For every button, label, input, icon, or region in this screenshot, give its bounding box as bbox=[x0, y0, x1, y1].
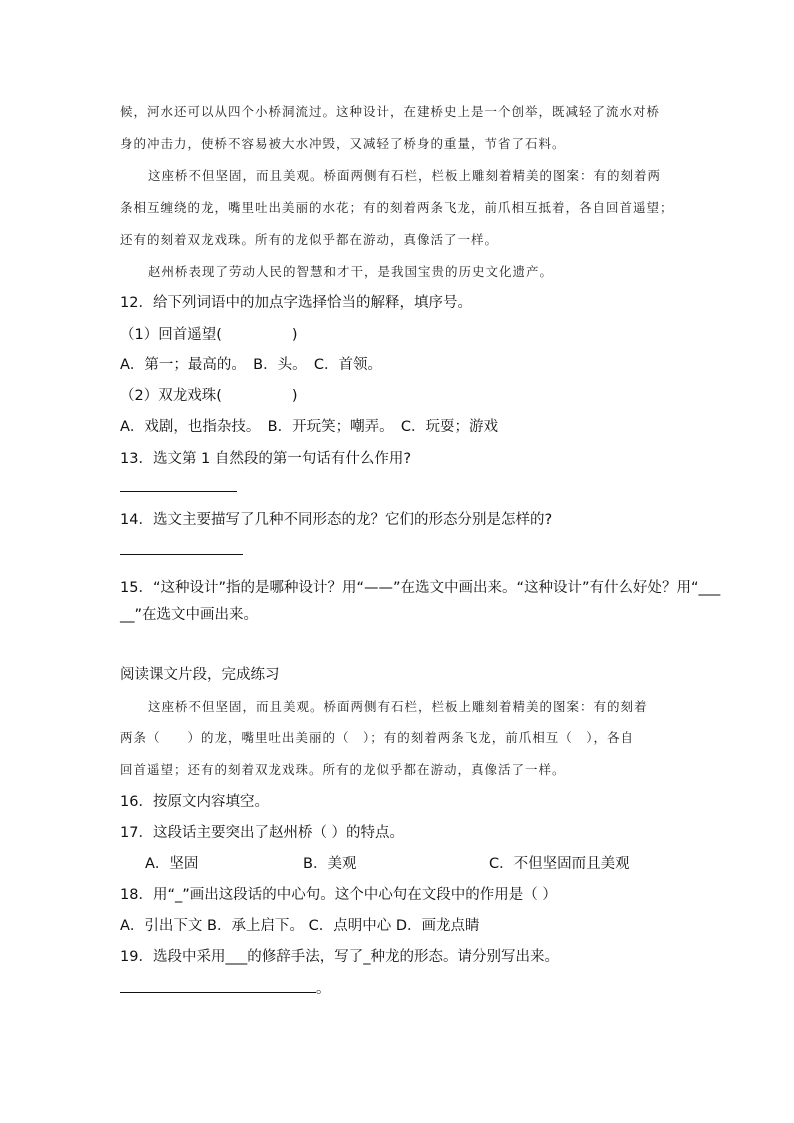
question-18-options: A．引出下文 B．承上启下。 C．点明中心 D．画龙点睛 bbox=[120, 918, 480, 934]
passage2-line-1: 这座桥不但坚固，而且美观。桥面两侧有石栏，栏板上雕刻着精美的图案：有的刻着 bbox=[148, 699, 648, 714]
question-15-line-1: 15．“这种设计”指的是哪种设计？用“——”在选文中画出来。“这种设计”有什么好处？用“___ bbox=[120, 580, 721, 596]
question-12-item-1-close: ) bbox=[291, 327, 298, 343]
question-14-title: 14．选文主要描写了几种不同形态的龙？它们的形态分别是怎样的? bbox=[120, 512, 553, 528]
question-14-answer-line[interactable] bbox=[120, 554, 243, 555]
section-2-title: 阅读课文片段，完成练习 bbox=[120, 667, 280, 683]
question-16-title: 16．按原文内容填空。 bbox=[120, 794, 269, 810]
passage1-line-6: 赵州桥表现了劳动人民的智慧和才干，是我国宝贵的历史文化遗产。 bbox=[148, 264, 554, 279]
question-17-option-b: B．美观 bbox=[303, 856, 357, 872]
question-19-answer-row bbox=[120, 977, 331, 998]
question-18-title: 18．用“_”画出这段话的中心句。这个中心句在文段中的作用是（ ） bbox=[120, 887, 557, 903]
passage1-line-3: 这座桥不但坚固，而且美观。桥面两侧有石栏，栏板上雕刻着精美的图案：有的刻着两 bbox=[148, 168, 662, 183]
question-15-line-2: __”在选文中画出来。 bbox=[120, 607, 259, 623]
question-12-item-2-text: （2）双龙戏珠( bbox=[120, 388, 222, 404]
question-12-item-2 bbox=[120, 384, 298, 405]
question-17-option-a: A．坚固 bbox=[145, 856, 199, 872]
question-12-item-2-close: ) bbox=[291, 388, 298, 404]
question-17-option-c: C．不但坚固而且美观 bbox=[489, 856, 630, 872]
question-12-item-1 bbox=[120, 323, 298, 344]
passage1-line-1: 候，河水还可以从四个小桥洞流过。这种设计，在建桥史上是一个创举，既减轻了流水对桥 bbox=[120, 104, 661, 119]
question-12-item-1-text: （1）回首遥望( bbox=[120, 327, 222, 343]
question-19-title: 19．选段中采用___的修辞手法，写了_种龙的形态。请分别写出来。 bbox=[120, 949, 559, 965]
passage1-line-4: 条相互缠绕的龙，嘴里吐出美丽的水花；有的刻着两条飞龙，前爪相互抵着，各自回首遥望； bbox=[120, 200, 674, 215]
passage1-line-5: 还有的刻着双龙戏珠。所有的龙似乎都在游动，真像活了一样。 bbox=[120, 232, 499, 247]
question-12-options-1: A．第一；最高的。 B．头。 C．首领。 bbox=[120, 357, 382, 373]
passage2-line-3: 回首遥望；还有的刻着双龙戏珠。所有的龙似乎都在游动，真像活了一样。 bbox=[120, 762, 566, 777]
question-13-answer-line[interactable] bbox=[120, 491, 237, 492]
question-19-answer-line[interactable] bbox=[120, 991, 316, 993]
question-12-options-2: A．戏剧，也指杂技。 B．开玩笑；嘲弄。 C．玩耍；游戏 bbox=[120, 419, 498, 435]
passage1-line-2: 身的冲击力，使桥不容易被大水冲毁，又减轻了桥身的重量，节省了石料。 bbox=[120, 136, 566, 151]
question-19-answer-end: 。 bbox=[316, 981, 331, 997]
question-12-title: 12．给下列词语中的加点字选择恰当的解释，填序号。 bbox=[120, 295, 472, 311]
passage2-line-2: 两条（ ）的龙，嘴里吐出美丽的（ ）；有的刻着两条飞龙，前爪相互（ ），各自 bbox=[120, 730, 635, 745]
question-13-title: 13．选文第 1 自然段的第一句话有什么作用? bbox=[120, 451, 412, 467]
question-17-title: 17．这段话主要突出了赵州桥（ ）的特点。 bbox=[120, 825, 405, 841]
